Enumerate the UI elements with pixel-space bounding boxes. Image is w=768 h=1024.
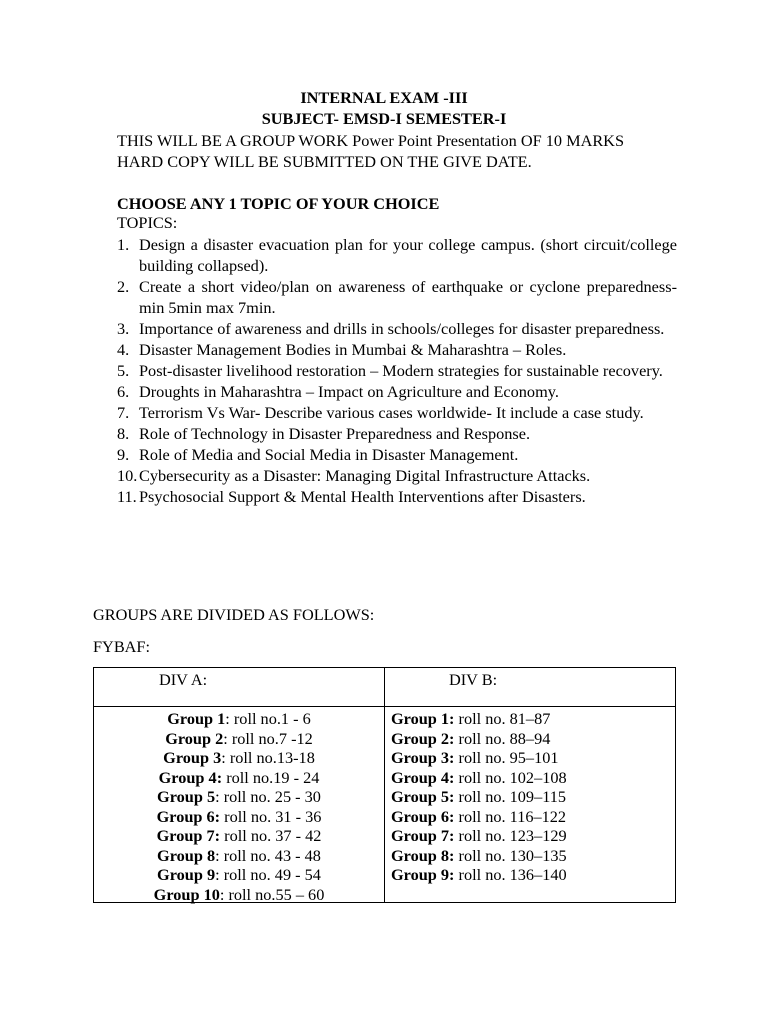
div-a-row — [94, 807, 384, 827]
div-a-row — [94, 826, 384, 846]
group-label: Group 3 — [163, 748, 222, 767]
roll-range: roll no. 37 - 42 — [220, 826, 322, 845]
topic-number: 2. — [117, 277, 130, 296]
roll-range: roll no. 88–94 — [454, 728, 551, 748]
topic-text: Droughts in Maharashtra – Impact on Agriculture and Economy. — [139, 382, 559, 401]
topic-item — [117, 318, 677, 339]
roll-range: roll no. 43 - 48 — [219, 845, 321, 865]
intro-line-2: HARD COPY WILL BE SUBMITTED ON THE GIVE DATE. — [117, 152, 532, 171]
roll-range: roll no.7 -12 — [227, 728, 313, 748]
div-b-column — [391, 709, 671, 885]
topics-list — [117, 234, 677, 507]
roll-range: roll no. 31 - 36 — [220, 806, 322, 826]
group-label: Group 10 — [153, 884, 220, 904]
topic-item — [117, 276, 677, 318]
roll-range: roll no. 49 - 54 — [219, 865, 321, 884]
topic-item — [117, 465, 677, 486]
group-label: Group 2 — [165, 728, 224, 748]
groups-table — [93, 667, 676, 903]
div-a-row — [94, 709, 384, 729]
group-label: Group 6: — [156, 806, 221, 826]
topic-item — [117, 486, 677, 507]
topic-text: Importance of awareness and drills in schools/colleges for disaster preparedness. — [139, 319, 665, 338]
topic-number: 9. — [117, 445, 130, 464]
topic-text: Design a disaster evacuation plan for your college campus. (short circuit/college building collapsed). — [139, 235, 677, 275]
topic-item — [117, 360, 677, 381]
exam-title: INTERNAL EXAM -III — [300, 88, 468, 107]
group-label: Group 8: — [391, 845, 455, 865]
div-a-row — [94, 768, 384, 788]
roll-range: roll no. 95–101 — [454, 748, 559, 767]
topic-text: Create a short video/plan on awareness of earthquake or cyclone preparedness- min 5min max 7min. — [139, 277, 677, 317]
groups-heading: GROUPS ARE DIVIDED AS FOLLOWS: — [93, 605, 375, 624]
topic-item — [117, 444, 677, 465]
group-label: Group 6: — [391, 806, 455, 826]
topic-item — [117, 381, 677, 402]
roll-range: roll no.19 - 24 — [222, 767, 320, 787]
div-a-column — [94, 709, 384, 904]
roll-range: roll no. 136–140 — [454, 865, 567, 884]
roll-range: roll no.13-18 — [225, 748, 315, 767]
div-a-header: DIV A: — [159, 670, 208, 689]
topic-number: 5. — [117, 361, 130, 380]
div-b-row — [391, 748, 671, 768]
topic-text: Role of Technology in Disaster Preparedness and Response. — [139, 424, 531, 443]
div-b-row — [391, 865, 671, 885]
group-sep: : — [215, 865, 220, 884]
div-a-row — [94, 787, 384, 807]
topic-item — [117, 339, 677, 360]
topic-number: 1. — [117, 235, 130, 254]
topic-number: 11. — [117, 487, 137, 506]
intro-line-1: THIS WILL BE A GROUP WORK Power Point Presentation OF 10 MARKS — [117, 131, 624, 150]
div-b-row — [391, 807, 671, 827]
group-label: Group 7: — [391, 826, 455, 845]
group-label: Group 1: — [391, 709, 455, 728]
div-b-row — [391, 826, 671, 846]
div-b-row — [391, 787, 671, 807]
topic-number: 4. — [117, 340, 130, 359]
roll-range: roll no. 116–122 — [454, 806, 567, 826]
topic-number: 6. — [117, 382, 130, 401]
topic-text: Cybersecurity as a Disaster: Managing Digital Infrastructure Attacks. — [139, 466, 591, 485]
subject-line: SUBJECT- EMSD-I SEMESTER-I — [261, 109, 507, 128]
group-sep: : — [225, 709, 230, 728]
group-label: Group 5 — [157, 787, 216, 806]
group-sep: : — [215, 787, 220, 806]
topic-text: Psychosocial Support & Mental Health Interventions after Disasters. — [139, 487, 586, 506]
div-a-row — [94, 846, 384, 866]
roll-range: roll no. 102–108 — [454, 767, 567, 787]
topic-item — [117, 234, 677, 276]
group-label: Group 5: — [391, 787, 455, 806]
roll-range: roll no. 109–115 — [454, 787, 567, 806]
roll-range: roll no. 130–135 — [454, 845, 567, 865]
div-a-row — [94, 865, 384, 885]
group-label: Group 3: — [391, 748, 455, 767]
group-sep: : — [223, 728, 228, 748]
group-label: Group 4: — [391, 767, 455, 787]
div-b-row — [391, 846, 671, 866]
topic-text: Role of Media and Social Media in Disaster Management. — [139, 445, 519, 464]
roll-range: roll no.55 – 60 — [224, 884, 325, 904]
div-b-row — [391, 768, 671, 788]
group-label: Group 4: — [158, 767, 223, 787]
group-label: Group 1 — [167, 709, 226, 728]
topic-number: 3. — [117, 319, 130, 338]
roll-range: roll no. 123–129 — [454, 826, 567, 845]
topic-item — [117, 423, 677, 444]
roll-range: roll no. 25 - 30 — [219, 787, 321, 806]
topic-item — [117, 402, 677, 423]
div-b-row — [391, 729, 671, 749]
div-a-row — [94, 885, 384, 905]
topic-number: 7. — [117, 403, 130, 422]
topic-text: Terrorism Vs War- Describe various cases worldwide- It include a case study. — [139, 403, 644, 422]
group-sep: : — [215, 845, 220, 865]
div-b-header: DIV B: — [449, 670, 498, 689]
div-b-row — [391, 709, 671, 729]
group-sep: : — [219, 884, 225, 904]
div-a-row — [94, 748, 384, 768]
group-label: Group 9: — [391, 865, 455, 884]
group-label: Group 9 — [157, 865, 216, 884]
group-label: Group 8 — [157, 845, 216, 865]
group-sep: : — [221, 748, 226, 767]
class-label: FYBAF: — [93, 637, 151, 656]
topic-text: Post-disaster livelihood restoration – Modern strategies for sustainable recovery. — [139, 361, 663, 380]
column-divider — [384, 668, 385, 902]
group-label: Group 7: — [156, 826, 221, 845]
topic-number: 10. — [117, 466, 138, 485]
topic-text: Disaster Management Bodies in Mumbai & Maharashtra – Roles. — [139, 340, 567, 359]
roll-range: roll no. 81–87 — [454, 709, 551, 728]
choose-heading: CHOOSE ANY 1 TOPIC OF YOUR CHOICE — [117, 194, 440, 213]
group-label: Group 2: — [391, 728, 455, 748]
roll-range: roll no.1 - 6 — [229, 709, 311, 728]
topic-number: 8. — [117, 424, 130, 443]
topics-label: TOPICS: — [117, 213, 178, 232]
div-a-row — [94, 729, 384, 749]
